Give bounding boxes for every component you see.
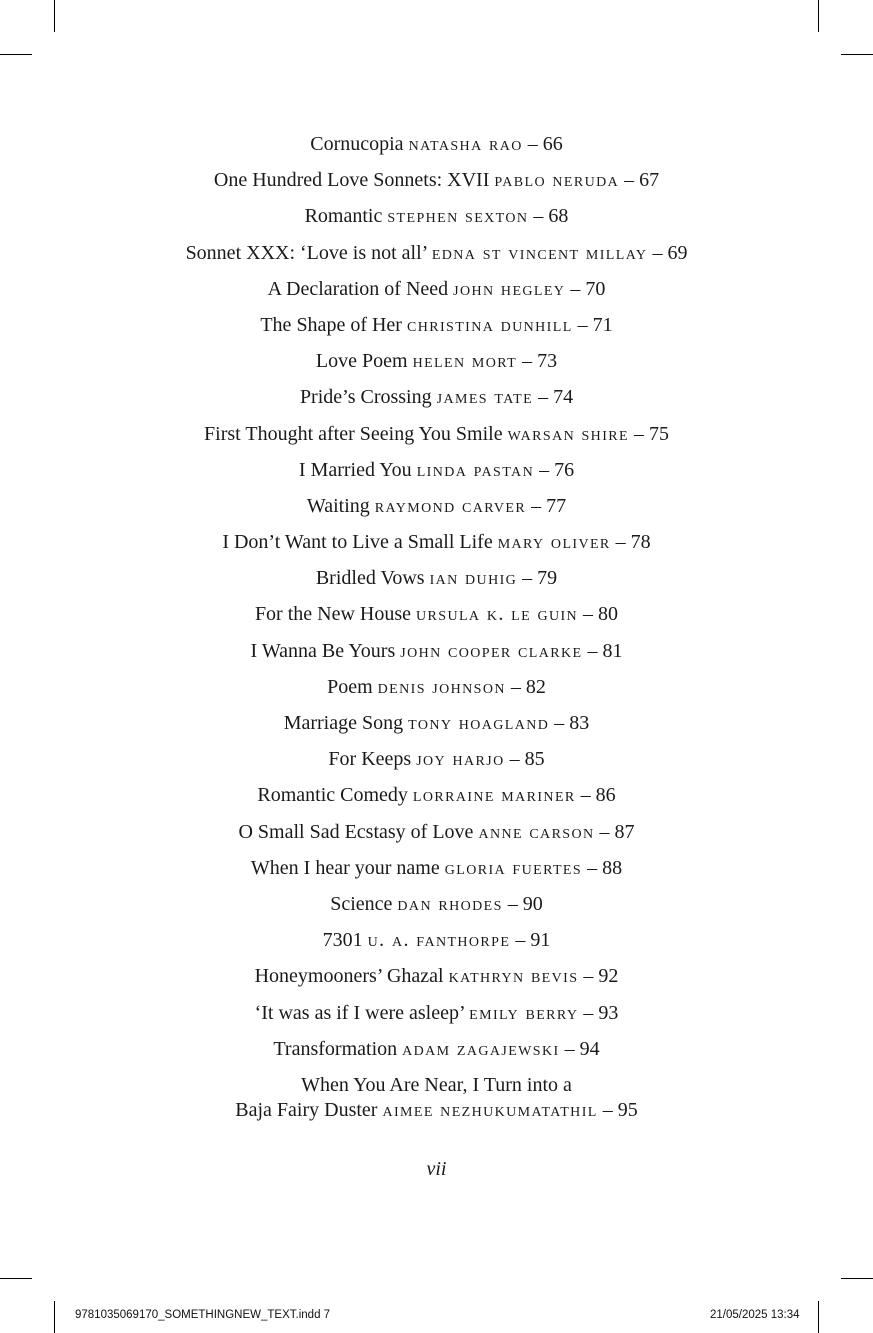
entry-title: Baja Fairy Duster xyxy=(235,1098,378,1121)
entry-separator: – xyxy=(597,1098,618,1121)
entry-separator: – xyxy=(578,965,599,988)
toc-entry xyxy=(0,416,873,452)
page-number: vii xyxy=(426,1158,447,1180)
entry-separator: – xyxy=(510,929,531,952)
entry-title: Romantic Comedy xyxy=(257,784,408,807)
entry-title: 7301 xyxy=(322,929,363,952)
toc-entries xyxy=(0,126,873,1067)
entry-page: 67 xyxy=(639,169,660,192)
entry-separator: – xyxy=(522,133,543,155)
entry-author: raymond carver xyxy=(374,494,527,517)
crop-mark xyxy=(818,1301,819,1333)
entry-title: A Declaration of Need xyxy=(267,277,449,300)
entry-title: Bridled Vows xyxy=(315,567,425,590)
entry-page: 77 xyxy=(546,494,567,517)
toc-entry xyxy=(0,633,873,669)
entry-page: 69 xyxy=(667,241,688,264)
entry-title: O Small Sad Ecstasy of Love xyxy=(238,820,474,843)
entry-author: gloria fuertes xyxy=(444,856,583,879)
entry-page: 93 xyxy=(598,1001,619,1024)
toc-entry xyxy=(0,995,873,1031)
entry-page: 66 xyxy=(542,133,563,155)
entry-separator: – xyxy=(528,205,549,228)
entry-author: pablo neruda xyxy=(494,169,620,192)
entry-page: 73 xyxy=(537,350,558,373)
entry-page: 85 xyxy=(524,748,545,771)
entry-author: linda pastan xyxy=(416,458,535,481)
entry-author: helen mort xyxy=(412,350,518,373)
entry-title: I Wanna Be Yours xyxy=(250,639,396,662)
entry-title: Transformation xyxy=(273,1037,398,1060)
entry-separator: – xyxy=(505,675,526,698)
entry-author: natasha rao xyxy=(408,133,523,155)
entry-separator: – xyxy=(565,277,586,300)
entry-separator: – xyxy=(517,567,538,590)
entry-separator: – xyxy=(582,856,603,879)
toc-entry xyxy=(0,307,873,343)
entry-title: Poem xyxy=(327,675,373,698)
slug-filename: 9781035069170_SOMETHINGNEW_TEXT.indd 7 xyxy=(75,1309,331,1321)
toc-entry xyxy=(0,524,873,560)
entry-separator: – xyxy=(526,494,547,517)
entry-author: john hegley xyxy=(453,277,566,300)
entry-page: 75 xyxy=(648,422,669,445)
entry-separator: – xyxy=(504,748,525,771)
entry-title: I Don’t Want to Live a Small Life xyxy=(222,531,493,554)
entry-page: 91 xyxy=(530,929,551,952)
entry-separator: – xyxy=(628,422,649,445)
entry-title: One Hundred Love Sonnets: XVII xyxy=(213,169,490,192)
entry-page: 70 xyxy=(585,277,606,300)
toc-entry xyxy=(0,198,873,234)
entry-page: 92 xyxy=(598,965,619,988)
crop-mark xyxy=(818,0,819,32)
entry-title: Pride’s Crossing xyxy=(299,386,432,409)
toc-entry xyxy=(0,741,873,777)
entry-title: The Shape of Her xyxy=(260,313,402,336)
entry-separator: – xyxy=(578,603,599,626)
entry-author: ursula k. le guin xyxy=(416,603,579,626)
entry-author: u. a. fanthorpe xyxy=(367,929,511,952)
toc-entry xyxy=(0,379,873,415)
toc-entry xyxy=(0,560,873,596)
entry-author: kathryn bevis xyxy=(448,965,579,988)
entry-title: When You Are Near, I Turn into a xyxy=(301,1073,572,1096)
entry-separator: – xyxy=(549,712,570,734)
entry-page: 90 xyxy=(522,892,543,915)
entry-page: 87 xyxy=(614,820,635,843)
entry-page: 95 xyxy=(617,1098,638,1121)
entry-title: Honeymooners’ Ghazal xyxy=(254,965,444,988)
entry-author: edna st vincent millay xyxy=(431,241,648,264)
toc-entry xyxy=(0,850,873,886)
entry-page: 79 xyxy=(537,567,558,590)
entry-page: 94 xyxy=(579,1037,600,1060)
entry-title: For the New House xyxy=(254,603,412,626)
toc-entry xyxy=(0,488,873,524)
entry-title: ‘It was as if I were asleep’ xyxy=(254,1001,465,1024)
crop-mark xyxy=(54,0,55,32)
entry-title: Romantic xyxy=(304,205,383,228)
entry-author: james tate xyxy=(436,386,534,409)
entry-author: anne carson xyxy=(478,820,595,843)
table-of-contents xyxy=(0,126,873,1123)
entry-author: tony hoagland xyxy=(408,712,550,734)
entry-page: 82 xyxy=(525,675,546,698)
entry-title: When I hear your name xyxy=(250,856,440,879)
entry-author: john cooper clarke xyxy=(400,639,583,662)
entry-author: stephen sexton xyxy=(387,205,529,228)
entry-title: Marriage Song xyxy=(283,712,404,734)
entry-separator: – xyxy=(533,386,554,409)
entry-page: 78 xyxy=(630,531,651,554)
entry-page: 83 xyxy=(569,712,590,734)
toc-entry xyxy=(0,669,873,705)
crop-mark xyxy=(841,1278,873,1279)
entry-author: adam zagajewski xyxy=(402,1037,560,1060)
entry-page: 76 xyxy=(554,458,575,481)
slug-timestamp: 21/05/2025 13:34 xyxy=(710,1309,800,1321)
entry-author: dan rhodes xyxy=(397,892,503,915)
toc-entry xyxy=(0,958,873,994)
entry-author: mary oliver xyxy=(497,531,611,554)
entry-title: Sonnet XXX: ‘Love is not all’ xyxy=(185,241,427,264)
toc-entry xyxy=(0,705,873,741)
entry-title: Love Poem xyxy=(315,350,408,373)
entry-separator: – xyxy=(534,458,555,481)
toc-entry xyxy=(0,922,873,958)
entry-author: joy harjo xyxy=(416,748,505,771)
toc-entry xyxy=(0,162,873,198)
entry-author: warsan shire xyxy=(507,422,629,445)
toc-entry xyxy=(0,886,873,922)
entry-separator: – xyxy=(517,350,538,373)
entry-title: Waiting xyxy=(306,494,370,517)
crop-mark xyxy=(0,1278,32,1279)
entry-page: 81 xyxy=(602,639,623,662)
crop-mark xyxy=(0,54,32,55)
entry-author: aimee nezhukumatathil xyxy=(382,1098,598,1121)
entry-separator: – xyxy=(572,313,593,336)
toc-entry xyxy=(0,814,873,850)
crop-mark xyxy=(841,54,873,55)
toc-entry xyxy=(0,452,873,488)
entry-page: 68 xyxy=(548,205,569,228)
entry-separator: – xyxy=(647,241,668,264)
toc-entry xyxy=(0,126,873,162)
toc-entry xyxy=(0,235,873,271)
entry-separator: – xyxy=(610,531,631,554)
toc-entry xyxy=(0,596,873,632)
entry-page: 74 xyxy=(553,386,574,409)
crop-mark xyxy=(54,1301,55,1333)
entry-page: 88 xyxy=(602,856,623,879)
entry-page: 71 xyxy=(592,313,613,336)
entry-author: lorraine mariner xyxy=(412,784,576,807)
entry-title: Cornucopia xyxy=(310,133,404,155)
toc-entry xyxy=(0,343,873,379)
entry-author: christina dunhill xyxy=(406,313,573,336)
entry-author: ian duhig xyxy=(429,567,518,590)
entry-title: First Thought after Seeing You Smile xyxy=(204,422,503,445)
entry-separator: – xyxy=(619,169,640,192)
entry-separator: – xyxy=(502,892,523,915)
entry-title: I Married You xyxy=(298,458,412,481)
entry-title: Science xyxy=(330,892,393,915)
entry-separator: – xyxy=(578,1001,599,1024)
entry-separator: – xyxy=(582,639,603,662)
toc-entry xyxy=(0,1073,873,1123)
toc-entry xyxy=(0,1031,873,1067)
toc-entry xyxy=(0,271,873,307)
entry-author: denis johnson xyxy=(377,675,506,698)
toc-entry xyxy=(0,777,873,813)
entry-separator: – xyxy=(559,1037,580,1060)
entry-separator: – xyxy=(575,784,596,807)
entry-title: For Keeps xyxy=(328,748,412,771)
entry-separator: – xyxy=(594,820,615,843)
entry-author: emily berry xyxy=(469,1001,579,1024)
entry-page: 80 xyxy=(598,603,619,626)
entry-page: 86 xyxy=(595,784,616,807)
